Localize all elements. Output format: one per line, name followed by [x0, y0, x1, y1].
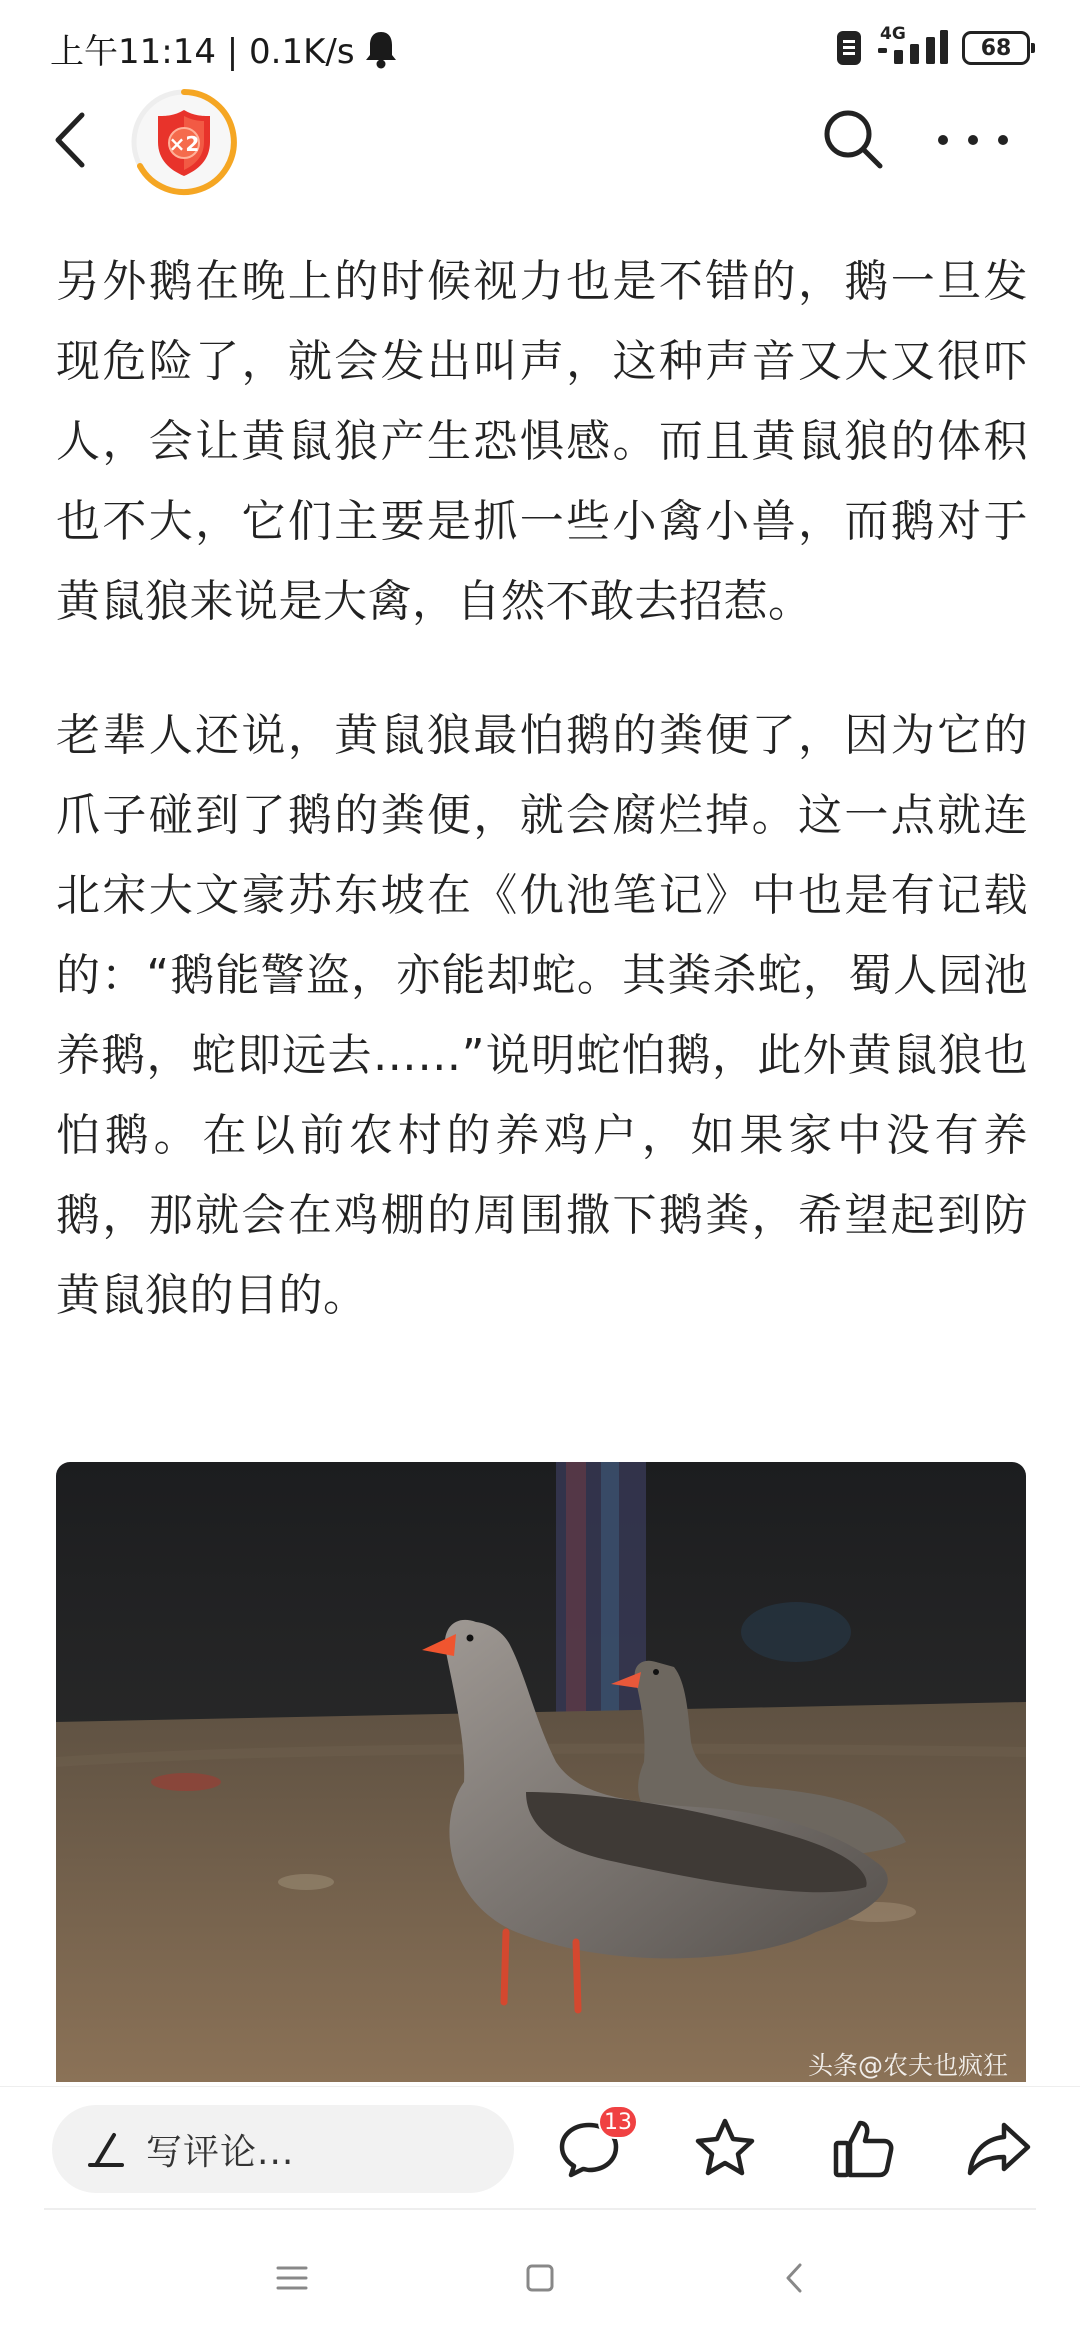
badge-multiplier: ×2	[168, 132, 200, 156]
article-image-geese[interactable]	[56, 1462, 1026, 2082]
article-body	[56, 242, 1028, 1336]
status-left	[50, 24, 399, 73]
comment-input[interactable]	[52, 2105, 514, 2193]
chevron-left-icon	[52, 111, 88, 169]
thumbs-up-icon	[830, 2115, 896, 2181]
comment-placeholder: 写评论...	[146, 2131, 295, 2173]
image-watermark: 头条@农夫也疯狂	[807, 2051, 1008, 2080]
status-right	[834, 24, 1030, 68]
share-arrow-icon	[966, 2115, 1032, 2181]
back-button[interactable]	[40, 108, 100, 172]
square-home-icon	[525, 2263, 555, 2293]
top-nav	[0, 80, 1080, 200]
bottom-action-bar	[0, 2086, 1080, 2213]
battery-indicator	[962, 31, 1030, 65]
star-icon	[692, 2115, 758, 2181]
system-menu-button[interactable]	[268, 2254, 316, 2302]
network-type: 4G	[880, 24, 906, 44]
like-button[interactable]	[830, 2115, 896, 2181]
battery-level: 68	[980, 35, 1012, 61]
bell-icon	[363, 28, 399, 70]
reward-badge-avatar[interactable]	[128, 86, 240, 198]
system-back-button[interactable]	[770, 2254, 818, 2302]
status-time: 上午11:14 | 0.1K/s	[50, 32, 355, 72]
chevron-left-icon	[784, 2262, 804, 2294]
more-options-button[interactable]	[938, 120, 1008, 160]
favorite-button[interactable]	[692, 2115, 758, 2181]
more-dot-icon	[938, 135, 948, 145]
system-navigation-bar	[0, 2214, 1080, 2340]
pen-icon	[86, 2129, 126, 2169]
menu-lines-icon	[276, 2264, 308, 2292]
search-icon	[820, 106, 886, 172]
signal-icon	[878, 28, 948, 68]
signal-group	[878, 24, 948, 68]
article-paragraph: 老辈人还说，黄鼠狼最怕鹅的粪便了，因为它的爪子碰到了鹅的粪便，就会腐烂掉。这一点就连北宋大文豪苏东坡在《仇池笔记》中也是有记载的：“鹅能警盗，亦能却蛇。其粪杀蛇，蜀人园池养鹅，蛇即远去……”说明蛇怕鹅，此外黄鼠狼也怕鹅。在以前农村的养鸡户，如果家中没有养鹅，那就会在鸡棚的周围撒下鹅粪，希望起到防黄鼠狼的目的。	[56, 710, 1028, 1321]
article-paragraph: 另外鹅在晚上的时候视力也是不错的，鹅一旦发现危险了，就会发出叫声，这种声音又大又很吓人，会让黄鼠狼产生恐惧感。而且黄鼠狼的体积也不大，它们主要是抓一些小禽小兽，而鹅对于黄鼠狼来说是大禽，自然不敢去招惹。	[56, 256, 1028, 627]
comment-count-badge: 13	[598, 2105, 638, 2139]
system-home-button[interactable]	[516, 2254, 564, 2302]
search-button[interactable]	[820, 106, 886, 172]
shield-coin-icon	[128, 86, 240, 198]
more-dot-icon	[998, 135, 1008, 145]
more-dot-icon	[968, 135, 978, 145]
divider	[44, 2208, 1036, 2210]
share-button[interactable]	[966, 2115, 1032, 2181]
comments-button[interactable]	[556, 2109, 632, 2181]
geese-photo	[56, 1462, 1026, 2082]
sim-card-icon	[834, 28, 864, 68]
